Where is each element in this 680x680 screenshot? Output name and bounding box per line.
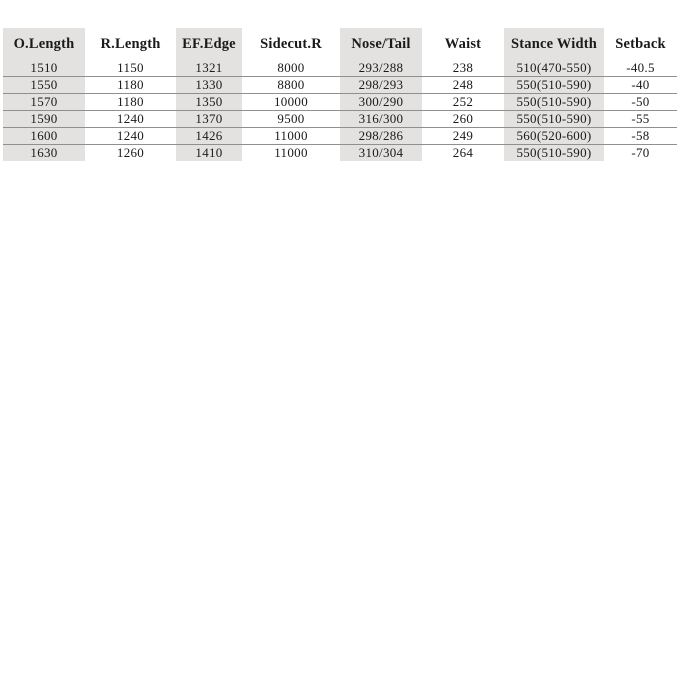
table-cell: 1550 — [3, 77, 85, 94]
table-cell: -40 — [604, 77, 677, 94]
table-cell: 1426 — [176, 128, 242, 145]
table-cell: 310/304 — [340, 145, 422, 162]
table-cell: 298/293 — [340, 77, 422, 94]
table-cell: 8000 — [277, 60, 305, 75]
table-cell: 1180 — [85, 77, 176, 94]
table-cell: 248 — [422, 77, 504, 94]
table-cell: 11000 — [242, 128, 340, 145]
table-cell: 1180 — [85, 94, 176, 111]
table-cell: 510(470-550) — [504, 60, 604, 77]
column-header-stance-width: Stance Width — [504, 28, 604, 60]
table-cell: 1240 — [85, 111, 176, 128]
table-cell: -58 — [604, 128, 677, 145]
table-cell: -70 — [604, 145, 677, 162]
table-cell: 1590 — [3, 111, 85, 128]
table-cell: 550(510-590) — [504, 111, 604, 128]
table-cell: -40.5 — [626, 60, 655, 75]
table-cell: 1150 — [117, 60, 144, 75]
table-cell: -55 — [604, 111, 677, 128]
table-cell: 1600 — [3, 128, 85, 145]
table-cell: 1570 — [3, 94, 85, 111]
table-cell: 1330 — [176, 77, 242, 94]
table-cell: 264 — [422, 145, 504, 162]
column-header-o-length: O.Length — [3, 28, 85, 60]
table-header-row — [3, 28, 677, 60]
table-cell: 1350 — [176, 94, 242, 111]
column-header-nose-tail: Nose/Tail — [340, 28, 422, 60]
table-cell: 316/300 — [340, 111, 422, 128]
table-row — [3, 77, 677, 94]
table-cell: 300/290 — [340, 94, 422, 111]
table-cell: 1240 — [85, 128, 176, 145]
table-cell: 1410 — [176, 145, 242, 162]
table-cell: 8800 — [242, 77, 340, 94]
table-cell: 1260 — [85, 145, 176, 162]
table-cell: 560(520-600) — [504, 128, 604, 145]
column-header-ef-edge: EF.Edge — [176, 28, 242, 60]
table-cell: 10000 — [242, 94, 340, 111]
column-header-waist: Waist — [444, 35, 482, 52]
column-header-sidecut-r: Sidecut.R — [260, 35, 322, 52]
table-cell: 249 — [422, 128, 504, 145]
column-header-setback: Setback — [615, 35, 666, 52]
table-row — [3, 94, 677, 111]
table-row — [3, 60, 677, 77]
table-cell: 1510 — [3, 60, 85, 77]
table-cell: 9500 — [242, 111, 340, 128]
table-cell: 293/288 — [340, 60, 422, 77]
table-cell: -50 — [604, 94, 677, 111]
table-row — [3, 111, 677, 128]
table-cell: 550(510-590) — [504, 77, 604, 94]
table-cell: 238 — [452, 60, 474, 75]
spec-table — [3, 28, 677, 161]
table-cell: 550(510-590) — [504, 94, 604, 111]
table-cell: 260 — [422, 111, 504, 128]
table-cell: 252 — [422, 94, 504, 111]
column-header-r-length: R.Length — [100, 35, 161, 52]
table-cell: 1630 — [3, 145, 85, 162]
table-cell: 1321 — [176, 60, 242, 77]
table-cell: 11000 — [242, 145, 340, 162]
table-cell: 298/286 — [340, 128, 422, 145]
table-row — [3, 128, 677, 145]
table-row — [3, 145, 677, 162]
table-cell: 550(510-590) — [504, 145, 604, 162]
table-cell: 1370 — [176, 111, 242, 128]
